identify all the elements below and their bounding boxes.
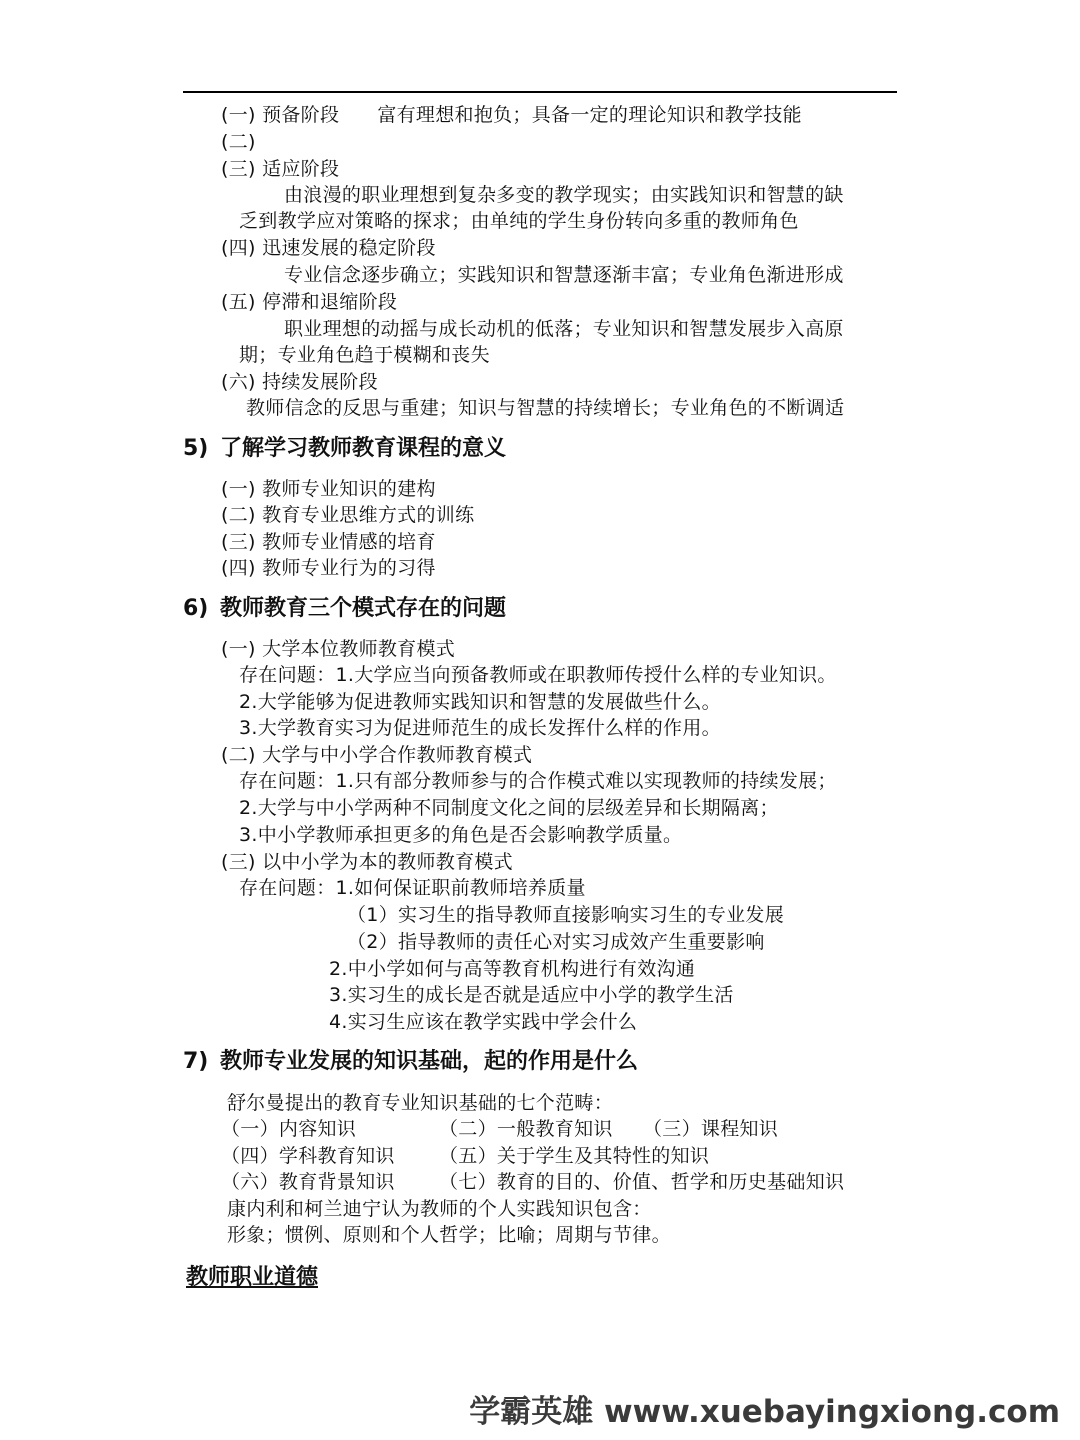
section-5-number: 5) bbox=[183, 436, 209, 461]
stage-4-label: (四) 迅速发展的稳定阶段 bbox=[221, 237, 436, 259]
list-item: (三) 教师专业情感的培育 bbox=[221, 531, 436, 553]
model-1-problem-2: 2.大学能够为促进教师实践知识和智慧的发展做些什么。 bbox=[239, 691, 721, 713]
model-3-label: (三) 以中小学为本的教师教育模式 bbox=[221, 851, 513, 873]
model-3-problem-1a: （1）实习生的指导教师直接影响实习生的专业发展 bbox=[347, 904, 784, 926]
stage-3-desc-1: 由浪漫的职业理想到复杂多变的教学现实；由实践知识和智慧的缺 bbox=[284, 184, 844, 206]
model-1-problem-1: 存在问题：1.大学应当向预备教师或在职教师传授什么样的专业知识。 bbox=[239, 664, 837, 686]
model-3-problem-2: 2.中小学如何与高等教育机构进行有效沟通 bbox=[329, 958, 696, 980]
section-5-title: 了解学习教师教育课程的意义 bbox=[220, 436, 507, 461]
model-2-label: (二) 大学与中小学合作教师教育模式 bbox=[221, 744, 533, 766]
stage-5-desc-2: 期；专业角色趋于模糊和丧失 bbox=[239, 344, 490, 366]
personal-knowledge-items: 形象；惯例、原则和个人哲学；比喻；周期与节律。 bbox=[227, 1224, 671, 1246]
knowledge-4: （四）学科教育知识 bbox=[221, 1145, 395, 1167]
stage-3-label: (三) 适应阶段 bbox=[221, 158, 340, 180]
model-1-label: (一) 大学本位教师教育模式 bbox=[221, 638, 456, 660]
stage-1-label: (一) 预备阶段 bbox=[221, 104, 340, 126]
section-5-heading bbox=[183, 434, 506, 464]
knowledge-2: （二）一般教育知识 bbox=[439, 1118, 613, 1140]
knowledge-6: （六）教育背景知识 bbox=[221, 1171, 395, 1193]
list-item: (二) 教育专业思维方式的训练 bbox=[221, 504, 475, 526]
model-3-problem-1b: （2）指导教师的责任心对实习成效产生重要影响 bbox=[347, 931, 765, 953]
list-item: (一) 教师专业知识的建构 bbox=[221, 478, 436, 500]
model-3-problem-1: 存在问题：1.如何保证职前教师培养质量 bbox=[239, 877, 586, 899]
chapter-title-teacher-ethics: 教师职业道德 bbox=[186, 1265, 319, 1290]
site-watermark: 学霸英雄 www.xuebayingxiong.com bbox=[469, 1394, 1060, 1430]
stage-6-desc: 教师信念的反思与重建；知识与智慧的持续增长；专业角色的不断调适 bbox=[246, 397, 845, 419]
knowledge-row-1 bbox=[221, 1116, 778, 1142]
header-rule bbox=[183, 91, 897, 93]
knowledge-row-3 bbox=[221, 1169, 844, 1195]
knowledge-5: （五）关于学生及其特性的知识 bbox=[439, 1145, 710, 1167]
model-2-problem-1: 存在问题：1.只有部分教师参与的合作模式难以实现教师的持续发展； bbox=[239, 770, 837, 792]
section-6-number: 6) bbox=[183, 596, 209, 621]
stage-6-label: (六) 持续发展阶段 bbox=[221, 371, 378, 393]
personal-knowledge-intro: 康内利和柯兰迪宁认为教师的个人实践知识包含： bbox=[227, 1198, 652, 1220]
shulman-intro: 舒尔曼提出的教育专业知识基础的七个范畴： bbox=[227, 1092, 614, 1114]
section-6-heading bbox=[183, 594, 506, 624]
stage-2-label: (二) bbox=[221, 131, 256, 153]
section-6-title: 教师教育三个模式存在的问题 bbox=[220, 596, 507, 621]
knowledge-row-2 bbox=[221, 1143, 709, 1169]
model-1-problem-3: 3.大学教育实习为促进师范生的成长发挥什么样的作用。 bbox=[239, 717, 721, 739]
model-2-problem-3: 3.中小学教师承担更多的角色是否会影响教学质量。 bbox=[239, 824, 683, 846]
section-7-number: 7) bbox=[183, 1049, 209, 1074]
stage-1 bbox=[221, 102, 802, 128]
section-7-title: 教师专业发展的知识基础，起的作用是什么 bbox=[220, 1049, 639, 1074]
knowledge-1: （一）内容知识 bbox=[221, 1118, 357, 1140]
model-2-problem-2: 2.大学与中小学两种不同制度文化之间的层级差异和长期隔离； bbox=[239, 797, 779, 819]
stage-4-desc: 专业信念逐步确立；实践知识和智慧逐渐丰富；专业角色渐进形成 bbox=[284, 264, 844, 286]
knowledge-7: （七）教育的目的、价值、哲学和历史基础知识 bbox=[439, 1171, 845, 1193]
knowledge-3: （三）课程知识 bbox=[643, 1118, 779, 1140]
stage-5-label: (五) 停滞和退缩阶段 bbox=[221, 291, 398, 313]
stage-1-desc: 富有理想和抱负；具备一定的理论知识和教学技能 bbox=[377, 104, 802, 126]
list-item: (四) 教师专业行为的习得 bbox=[221, 557, 436, 579]
section-7-heading bbox=[183, 1047, 638, 1077]
model-3-problem-4: 4.实习生应该在教学实践中学会什么 bbox=[329, 1011, 638, 1033]
stage-5-desc-1: 职业理想的动摇与成长动机的低落；专业知识和智慧发展步入高原 bbox=[284, 318, 844, 340]
stage-3-desc-2: 乏到教学应对策略的探求；由单纯的学生身份转向多重的教师角色 bbox=[239, 210, 799, 232]
model-3-problem-3: 3.实习生的成长是否就是适应中小学的教学生活 bbox=[329, 984, 734, 1006]
